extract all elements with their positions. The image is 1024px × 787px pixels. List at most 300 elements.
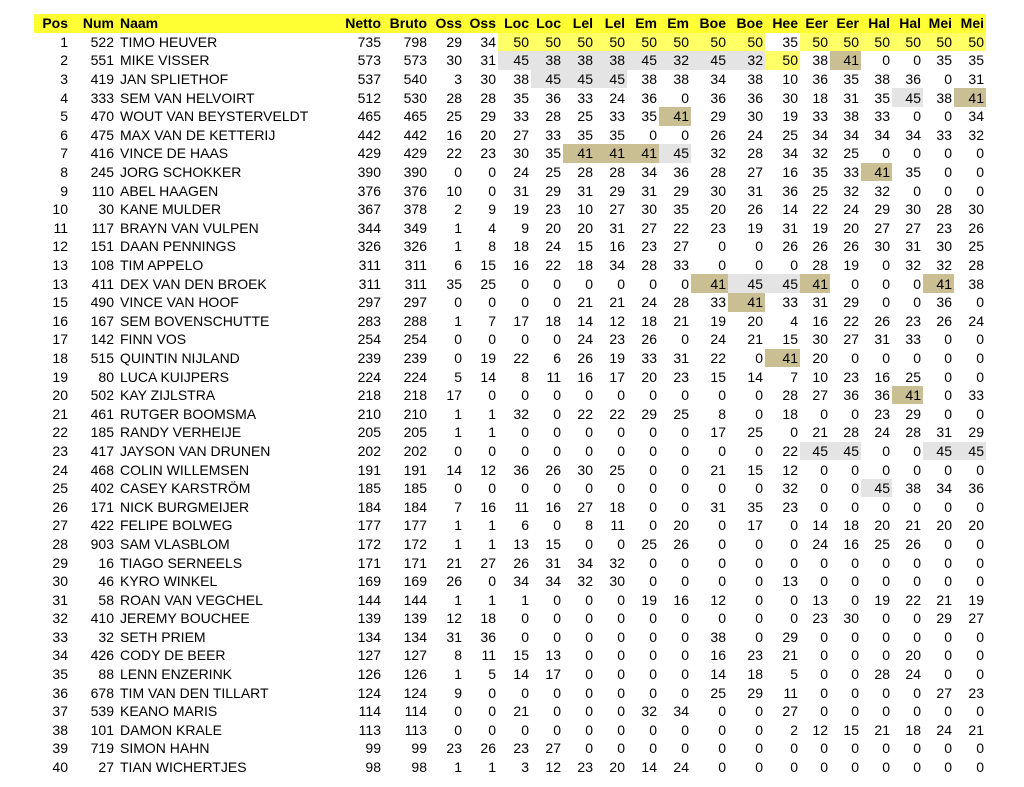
cell-score: 34 [641,164,657,181]
cell-score: 0 [882,498,890,515]
cell-score: 38 [673,71,689,88]
cell-score: 23 [874,405,890,422]
cell-score: 19 [812,219,828,236]
cell-score: 0 [882,647,890,664]
cell-bruto: 429 [403,145,427,162]
table-row [34,367,986,386]
cell-score: 50 [765,51,800,70]
cell-score: 14 [446,461,462,478]
cell-score: 0 [681,554,689,571]
cell-score: 18 [812,89,828,106]
cell-score: 0 [521,442,529,459]
cell-num: 245 [90,164,114,181]
cell-score: 24 [577,331,593,348]
cell-score: 0 [882,740,890,757]
table-row [34,33,986,52]
cell-score: 19 [641,591,657,608]
cell-score: 33 [545,126,561,143]
cell-score: 22 [577,405,593,422]
cell-score: 15 [843,721,859,738]
cell-score: 22 [609,405,625,422]
cell-score: 36 [936,294,952,311]
cell-score: 0 [681,424,689,441]
cell-score: 33 [513,108,529,125]
cell-score: 8 [585,517,593,534]
cell-score: 0 [976,164,984,181]
cell-score: 23 [609,331,625,348]
cell-score: 0 [882,349,890,366]
cell-score: 0 [976,182,984,199]
cell-score: 35 [874,89,890,106]
cell-score: 0 [521,424,529,441]
cell-score: 28 [936,201,952,218]
cell-score: 0 [882,275,890,292]
table-row [34,51,986,70]
cell-score: 31 [446,628,462,645]
header-pos: Pos [34,14,70,33]
cell-netto: 465 [357,108,381,125]
cell-score: 41 [765,349,800,368]
cell-score: 33 [782,294,798,311]
cell-score: 10 [782,71,798,88]
cell-num: 333 [90,89,114,106]
cell-score: 0 [585,275,593,292]
cell-score: 1 [488,759,496,776]
cell-score: 0 [649,424,657,441]
cell-score: 0 [790,740,798,757]
cell-score: 26 [673,535,689,552]
cell-score: 41 [923,274,954,293]
cell-name: CASEY KARSTRÖM [120,480,251,497]
cell-score: 14 [577,312,593,329]
cell-score: 0 [649,628,657,645]
header-round: Lel [595,14,627,33]
cell-score: 50 [728,33,765,52]
cell-pos: 33 [52,628,68,645]
cell-bruto: 144 [403,591,427,608]
cell-score: 41 [892,386,923,405]
cell-score: 0 [944,703,952,720]
cell-score: 25 [545,164,561,181]
cell-score: 30 [446,52,462,69]
cell-score: 1 [454,405,462,422]
cell-score: 0 [454,703,462,720]
cell-score: 26 [446,573,462,590]
cell-bruto: 171 [403,554,427,571]
cell-score: 45 [728,274,765,293]
cell-score: 0 [790,517,798,534]
table-row [34,497,986,516]
cell-score: 24 [673,759,689,776]
cell-score: 50 [627,33,659,52]
cell-netto: 344 [357,219,381,236]
cell-score: 0 [976,349,984,366]
cell-score: 20 [545,219,561,236]
cell-score: 31 [480,52,496,69]
cell-name: NICK BURGMEIJER [120,498,250,515]
cell-bruto: 98 [411,759,427,776]
table-row [34,758,986,777]
cell-score: 0 [521,331,529,348]
table-row [34,423,986,442]
cell-pos: 10 [52,201,68,218]
cell-name: TIMO HEUVER [120,33,218,50]
cell-score: 2 [454,201,462,218]
cell-score: 0 [882,554,890,571]
cell-score: 0 [585,721,593,738]
cell-score: 26 [874,312,890,329]
cell-num: 522 [90,33,114,50]
cell-num: 110 [91,182,114,199]
cell-score: 29 [609,182,625,199]
cell-score: 0 [851,349,859,366]
cell-score: 35 [905,164,921,181]
cell-score: 0 [851,740,859,757]
cell-score: 0 [585,647,593,664]
cell-pos: 13 [52,275,68,292]
table-row [34,702,986,721]
cell-pos: 37 [52,703,68,720]
cell-score: 12 [480,461,496,478]
cell-score: 38 [936,89,952,106]
table-row [34,683,986,702]
cell-score: 34 [609,257,625,274]
cell-score: 27 [747,164,763,181]
cell-score: 0 [617,721,625,738]
cell-score: 26 [513,554,529,571]
cell-pos: 7 [60,145,68,162]
cell-score: 25 [782,126,798,143]
cell-score: 36 [747,89,763,106]
cell-score: 29 [480,108,496,125]
cell-score: 32 [812,145,828,162]
cell-score: 33 [673,257,689,274]
cell-netto: 126 [357,666,381,683]
cell-pos: 4 [60,89,68,106]
cell-netto: 171 [357,554,381,571]
cell-score: 16 [446,126,462,143]
cell-name: VINCE DE HAAS [120,145,229,162]
cell-score: 12 [545,759,561,776]
cell-score: 28 [710,164,726,181]
cell-score: 10 [812,368,828,385]
cell-score: 0 [790,424,798,441]
cell-score: 0 [913,554,921,571]
cell-score: 31 [843,89,859,106]
cell-score: 32 [905,257,921,274]
cell-score: 28 [480,89,496,106]
cell-score: 41 [659,107,691,126]
cell-score: 24 [843,201,859,218]
cell-netto: 113 [358,721,381,738]
cell-score: 38 [531,51,563,70]
cell-score: 41 [800,274,830,293]
cell-score: 0 [944,368,952,385]
cell-pos: 23 [52,442,68,459]
cell-score: 34 [874,126,890,143]
cell-score: 0 [976,498,984,515]
header-netto: Netto [338,14,383,33]
cell-score: 22 [905,591,921,608]
cell-bruto: 798 [403,33,427,50]
header-round: Oss [429,14,464,33]
cell-score: 0 [755,442,763,459]
cell-score: 6 [454,257,462,274]
cell-score: 26 [812,238,828,255]
cell-score: 28 [874,666,890,683]
cell-name: FINN VOS [120,331,187,348]
cell-score: 26 [747,201,763,218]
cell-score: 45 [861,479,892,498]
cell-score: 22 [446,145,462,162]
cell-netto: 429 [357,145,381,162]
cell-score: 36 [545,89,561,106]
cell-score: 36 [480,628,496,645]
cell-score: 12 [812,721,828,738]
cell-score: 0 [454,294,462,311]
cell-pos: 13 [52,257,68,274]
cell-score: 21 [874,721,890,738]
cell-bruto: 127 [403,647,427,664]
cell-score: 24 [905,666,921,683]
cell-score: 0 [755,628,763,645]
cell-score: 0 [913,349,921,366]
cell-num: 475 [90,126,114,143]
cell-name: COLIN WILLEMSEN [120,461,250,478]
cell-score: 0 [649,740,657,757]
cell-score: 0 [755,591,763,608]
cell-score: 24 [968,312,984,329]
cell-score: 0 [976,573,984,590]
cell-score: 38 [968,275,984,292]
cell-score: 0 [976,554,984,571]
cell-score: 25 [812,182,828,199]
cell-score: 6 [521,517,529,534]
cell-score: 0 [681,666,689,683]
header-row [34,14,986,33]
cell-bruto: 297 [403,294,427,311]
cell-netto: 442 [357,126,381,143]
cell-score: 1 [454,219,462,236]
cell-score: 0 [718,387,726,404]
cell-score: 19 [710,312,726,329]
cell-score: 29 [710,108,726,125]
cell-score: 0 [913,108,921,125]
cell-bruto: 326 [403,238,427,255]
cell-score: 45 [498,51,531,70]
cell-bruto: 113 [404,721,427,738]
cell-score: 0 [488,164,496,181]
cell-pos: 32 [52,610,68,627]
cell-score: 0 [617,740,625,757]
cell-score: 0 [851,498,859,515]
cell-score: 15 [747,461,763,478]
cell-netto: 184 [357,498,381,515]
cell-score: 28 [577,164,593,181]
cell-score: 38 [563,51,595,70]
cell-name: KEANO MARIS [120,703,218,720]
cell-score: 20 [905,647,921,664]
header-round: Oss [464,14,498,33]
cell-score: 0 [976,461,984,478]
cell-score: 1 [454,312,462,329]
cell-score: 30 [874,238,890,255]
cell-score: 29 [747,684,763,701]
cell-score: 30 [641,201,657,218]
cell-score: 0 [976,405,984,422]
cell-pos: 40 [52,759,68,776]
cell-score: 0 [649,517,657,534]
cell-score: 9 [488,201,496,218]
cell-score: 0 [585,535,593,552]
cell-score: 19 [782,108,798,125]
cell-score: 0 [649,554,657,571]
cell-pos: 15 [52,294,68,311]
cell-score: 0 [976,145,984,162]
cell-pos: 9 [60,182,68,199]
cell-score: 50 [830,33,861,52]
cell-score: 28 [843,424,859,441]
cell-score: 0 [882,573,890,590]
cell-score: 17 [446,387,462,404]
cell-pos: 27 [52,517,68,534]
cell-score: 41 [954,88,986,107]
cell-score: 20 [577,219,593,236]
cell-score: 1 [454,517,462,534]
header-name: Naam [116,14,338,33]
cell-score: 11 [546,368,561,385]
cell-pos: 38 [52,721,68,738]
cell-score: 21 [513,703,529,720]
cell-score: 28 [641,257,657,274]
cell-score: 0 [851,405,859,422]
cell-netto: 124 [357,684,381,701]
cell-score: 20 [843,219,859,236]
cell-score: 38 [513,71,529,88]
cell-score: 0 [488,294,496,311]
cell-score: 0 [851,461,859,478]
cell-score: 15 [782,331,798,348]
cell-score: 50 [892,33,923,52]
cell-name: KANE MULDER [120,201,222,218]
cell-netto: 139 [357,610,381,627]
cell-netto: 169 [357,573,381,590]
cell-score: 0 [488,331,496,348]
cell-score: 0 [976,666,984,683]
cell-score: 0 [454,442,462,459]
cell-bruto: 114 [404,703,427,720]
cell-score: 30 [577,461,593,478]
cell-score: 3 [454,71,462,88]
cell-bruto: 378 [403,201,427,218]
cell-score: 0 [718,480,726,497]
cell-score: 0 [913,610,921,627]
cell-score: 16 [577,368,593,385]
cell-score: 5 [454,368,462,385]
cell-name: DAAN PENNINGS [120,238,236,255]
cell-score: 0 [681,647,689,664]
cell-netto: 311 [358,275,381,292]
cell-score: 0 [585,703,593,720]
cell-score: 35 [446,275,462,292]
cell-score: 1 [488,424,496,441]
cell-name: MAX VAN DE KETTERIJ [120,126,276,143]
cell-score: 0 [681,573,689,590]
cell-score: 0 [913,573,921,590]
cell-score: 0 [913,703,921,720]
cell-score: 35 [513,89,529,106]
cell-score: 0 [649,387,657,404]
cell-score: 0 [681,721,689,738]
cell-score: 45 [627,51,659,70]
cell-score: 12 [782,461,798,478]
cell-score: 31 [936,424,952,441]
cell-score: 19 [874,591,890,608]
cell-pos: 19 [52,368,68,385]
cell-score: 0 [718,238,726,255]
cell-pos: 12 [52,238,68,255]
table-row [34,460,986,479]
cell-name: JEREMY BOUCHEE [120,610,250,627]
cell-score: 0 [820,480,828,497]
cell-score: 29 [545,182,561,199]
cell-score: 33 [812,108,828,125]
cell-score: 34 [812,126,828,143]
cell-score: 45 [954,442,986,461]
cell-score: 0 [976,368,984,385]
cell-score: 0 [649,461,657,478]
cell-score: 0 [585,424,593,441]
cell-score: 41 [830,51,861,70]
cell-score: 0 [913,182,921,199]
cell-num: 142 [90,331,114,348]
cell-score: 30 [968,201,984,218]
cell-score: 0 [882,610,890,627]
cell-score: 7 [488,312,496,329]
cell-num: 417 [90,442,114,459]
cell-score: 13 [545,647,561,664]
cell-score: 9 [521,219,529,236]
cell-score: 26 [782,238,798,255]
cell-score: 13 [782,573,798,590]
cell-score: 45 [830,442,861,461]
cell-score: 50 [954,33,986,52]
cell-score: 1 [488,517,496,534]
cell-score: 0 [851,647,859,664]
cell-bruto: 540 [403,71,427,88]
cell-bruto: 465 [403,108,427,125]
cell-score: 35 [673,201,689,218]
cell-score: 0 [944,387,952,404]
cell-score: 35 [843,71,859,88]
cell-score: 31 [812,294,828,311]
cell-score: 27 [609,201,625,218]
cell-bruto: 530 [403,89,427,106]
cell-score: 20 [641,368,657,385]
cell-score: 0 [585,442,593,459]
cell-score: 0 [820,684,828,701]
cell-name: CODY DE BEER [120,647,226,664]
cell-score: 15 [480,257,496,274]
cell-score: 0 [681,126,689,143]
cell-score: 0 [585,740,593,757]
cell-score: 0 [718,257,726,274]
cell-bruto: 311 [404,275,427,292]
cell-score: 0 [944,182,952,199]
cell-netto: 283 [357,312,381,329]
cell-score: 1 [454,666,462,683]
cell-bruto: 376 [403,182,427,199]
